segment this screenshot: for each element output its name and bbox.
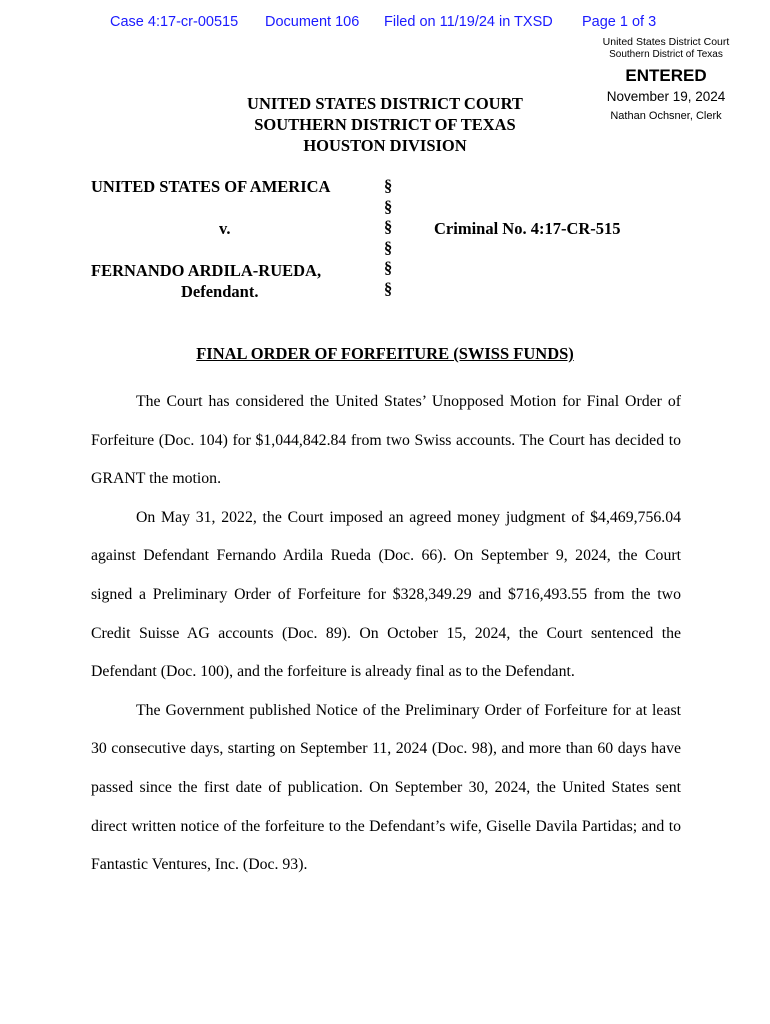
entered-stamp [588,36,744,123]
order-body [91,383,681,885]
ecf-case-number: Case 4:17-cr-00515 [110,14,239,30]
stamp-status: ENTERED [625,66,707,85]
court-name: UNITED STATES DISTRICT COURT [247,94,523,113]
order-title [0,344,770,364]
section-mark: § [384,237,393,257]
stamp-date: November 19, 2024 [606,89,726,104]
stamp-district: Southern District of Texas [609,49,723,60]
defendant-role: Defendant. [181,282,259,301]
section-mark: § [384,217,393,236]
court-heading [185,93,585,156]
court-division: HOUSTON DIVISION [303,136,467,155]
defendant-name: FERNANDO ARDILA-RUEDA, [91,261,322,280]
ecf-filed-date: Filed on 11/19/24 in TXSD [384,14,553,30]
case-number: Criminal No. 4:17-CR-515 [434,219,621,238]
section-mark: § [384,278,393,298]
order-title-text: FINAL ORDER OF FORFEITURE (SWISS FUNDS) [196,344,574,363]
ecf-document-number: Document 106 [265,14,360,30]
stamp-clerk: Nathan Ochsner, Clerk [610,110,722,122]
section-mark: § [384,196,393,216]
ecf-page-count: Page 1 of 3 [582,14,657,30]
versus-label: v. [219,219,231,238]
section-mark-column [384,176,392,299]
plaintiff-name: UNITED STATES OF AMERICA [91,177,331,196]
paragraph-1: The Court has considered the United States’ Unopposed Motion for Final Order of Forfeiture (Doc. 104) for $1,044,842.84 from two Swiss accounts. The Court has decided to GRANT the motion. [91,393,681,488]
section-mark: § [384,176,393,195]
paragraph-2: On May 31, 2022, the Court imposed an agreed money judgment of $4,469,756.04 against Defendant Fernando Ardila Rueda (Doc. 66). On September 9, 2024, the Court signed a Preliminary Order of Forfeiture for $328,349.29 and $716,493.55 from the two Credit Suisse AG accounts (Doc. 89). On October 15, 2024, the Court sentenced the Defendant (Doc. 100), and the forfeiture is already final as to the Defendant. [91,508,681,681]
paragraph-3: The Government published Notice of the Preliminary Order of Forfeiture for at least 30 consecutive days, starting on September 11, 2024 (Doc. 98), and more than 60 days have passed since the first date of publication. On September 30, 2024, the United States sent direct written notice of the forfeiture to the Defendant’s wife, Giselle Davila Partidas; and to Fantastic Ventures, Inc. (Doc. 93). [91,701,681,874]
section-mark: § [384,258,393,277]
stamp-court: United States District Court [602,36,730,48]
court-district: SOUTHERN DISTRICT OF TEXAS [254,115,516,134]
